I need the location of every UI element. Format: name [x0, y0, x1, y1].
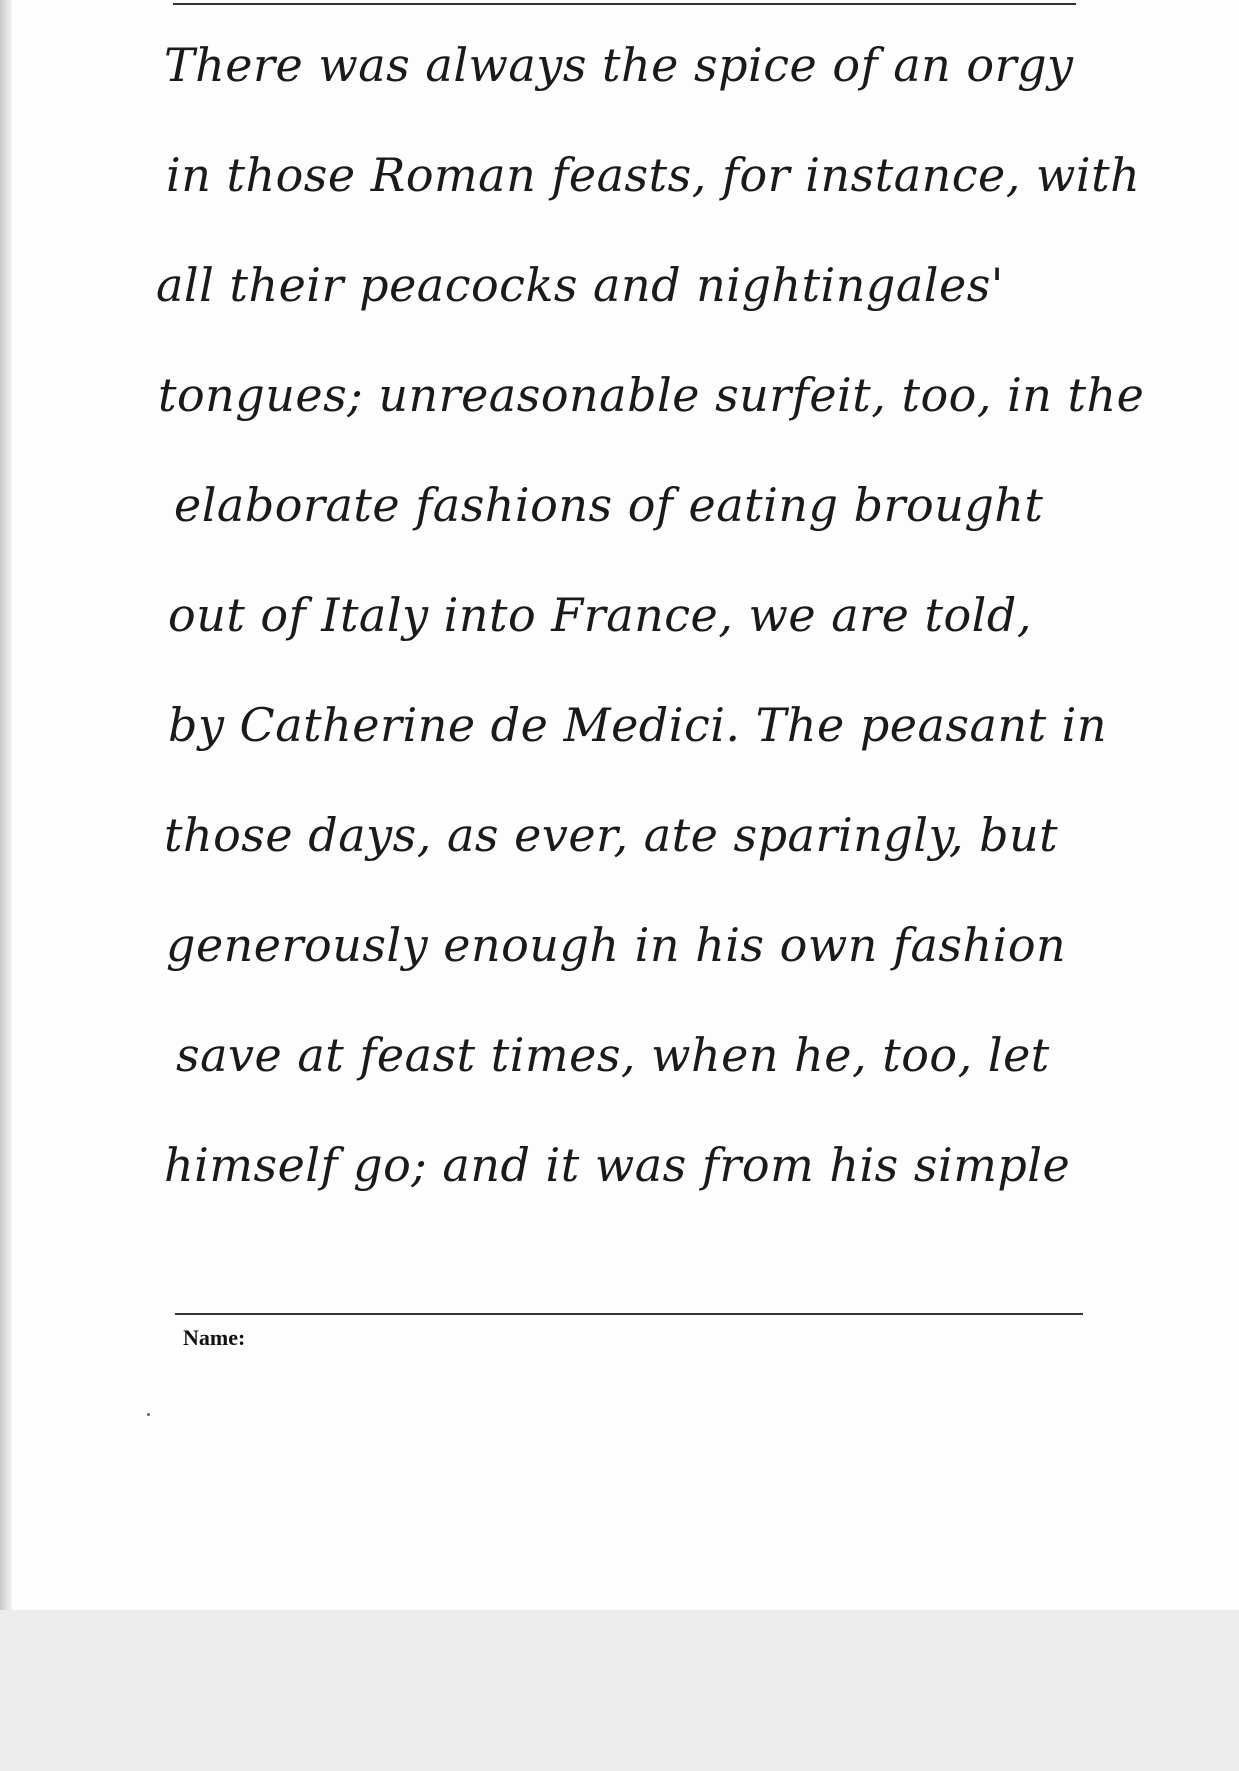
handwritten-line: all their peacocks and nightingales' — [156, 258, 1004, 312]
name-label: Name: — [183, 1325, 246, 1350]
scan-bottom-margin — [0, 1610, 1239, 1771]
handwritten-text-block — [150, 10, 1145, 1220]
top-rule-line — [173, 3, 1076, 5]
scan-speck — [147, 1413, 150, 1416]
handwritten-line: There was always the spice of an orgy — [164, 38, 1074, 92]
handwritten-line: elaborate fashions of eating brought — [174, 478, 1044, 532]
scan-edge-shadow — [0, 0, 12, 1610]
handwritten-line: by Catherine de Medici. The peasant in — [168, 698, 1108, 752]
handwritten-line: in those Roman feasts, for instance, with — [166, 148, 1141, 202]
handwritten-line: save at feast times, when he, too, let — [176, 1028, 1050, 1082]
handwritten-line: out of Italy into France, we are told, — [168, 588, 1032, 642]
bottom-rule-line — [175, 1313, 1083, 1315]
handwritten-line: tongues; unreasonable surfeit, too, in the — [158, 368, 1145, 422]
handwritten-line: generously enough in his own fashion — [166, 918, 1067, 972]
handwritten-line: those days, as ever, ate sparingly, but — [164, 808, 1059, 862]
handwritten-line: himself go; and it was from his simple — [164, 1138, 1071, 1192]
